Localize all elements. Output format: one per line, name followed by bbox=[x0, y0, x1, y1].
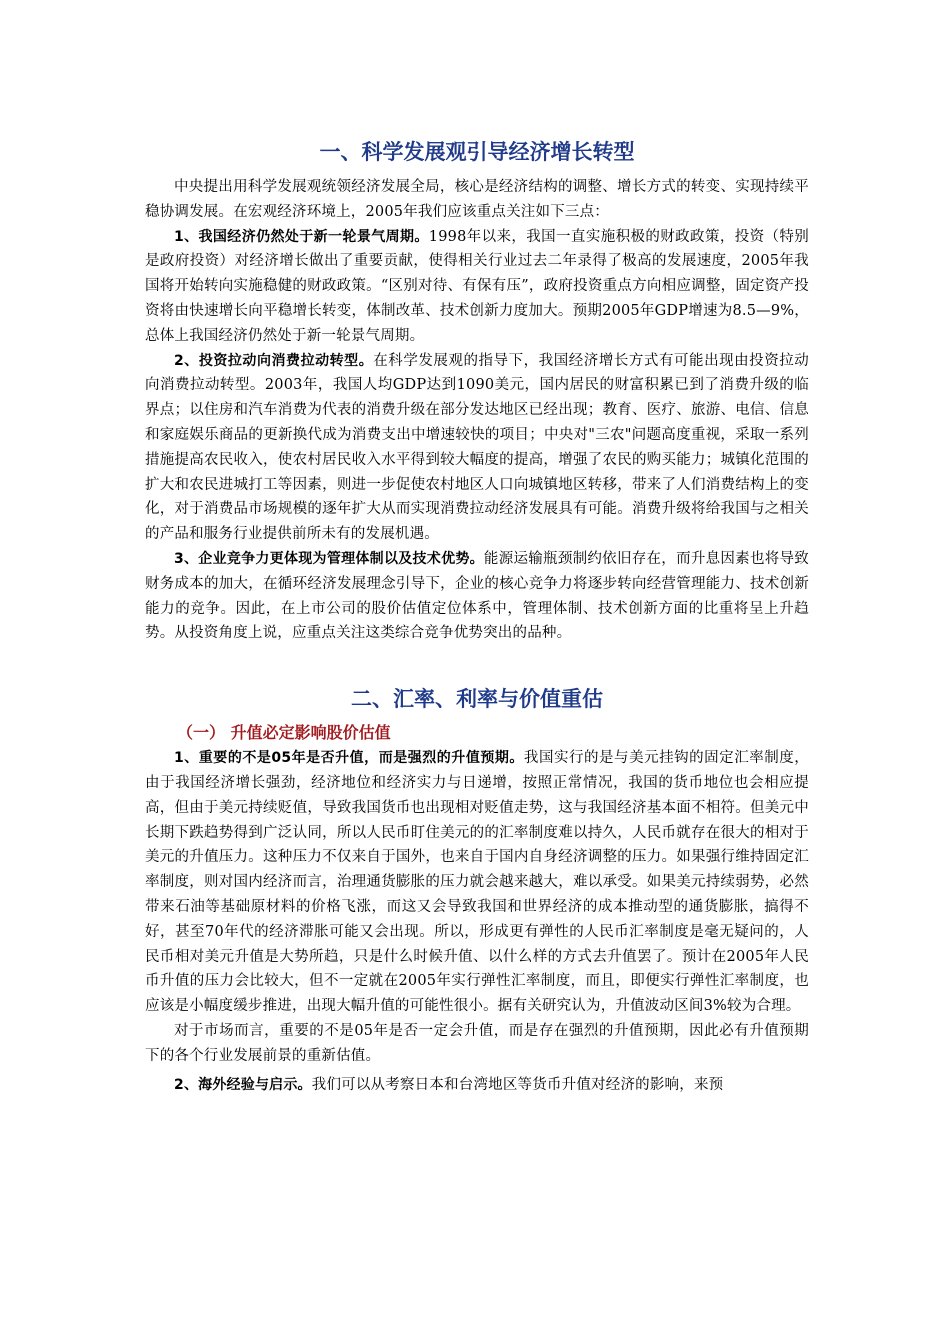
point-2-text: 在科学发展观的指导下，我国经济增长方式有可能出现由投资拉动向消费拉动转型。2003年，我国人均GDP达到1090美元，国内居民的财富积累已到了消费升级的临界点；以住房和汽车消费为代表的消费升级在部分发达地区已经出现；教育、医疗、旅游、电信、信息和家庭娱乐商品的更新换代成为消费支出中增速较快的项目；中央对"三农"问题高度重视，采取一系列措施提高农民收入，使农村居民收入水平得到较大幅度的提高，增强了农民的购买能力；城镇化范围的扩大和农民进城打工等因素，则进一步促使农村地区人口向城镇地区转移，带来了人们消费结构上的变化，对于消费品市场规模的逐年扩大从而实现消费拉动经济发展具有可能。消费升级将给我国与之相关的产品和服务行业提供前所未有的发展机遇。 bbox=[145, 352, 809, 543]
section2-title: 二、汇率、利率与价值重估 bbox=[351, 687, 603, 712]
section2-subtitle: （一） 升值必定影响股价估值 bbox=[177, 723, 391, 743]
s2-p3-lead: 2、海外经验与启示。 bbox=[174, 1076, 312, 1093]
point-1-lead: 1、我国经济仍然处于新一轮景气周期。 bbox=[174, 228, 429, 245]
s2-p1-text: 我国实行的是与美元挂钩的固定汇率制度，由于我国经济增长强劲，经济地位和经济实力与日递增，按照正常情况，我国的货币地位也会相应提高，但由于美元持续贬值，导致我国货币也出现相对贬值走势，这与我国经济基本面不相符。但美元中长期下跌趋势得到广泛认同，所以人民币盯住美元的的汇率制度难以持久，人民币就存在很大的相对于美元的升值压力。这种压力不仅来自于国外，也来自于国内自身经济调整的压力。如果强行维持固定汇率制度，则对国内经济而言，治理通货膨胀的压力就会越来越大，难以承受。如果美元持续弱势，必然带来石油等基础原材料的价格飞涨，而这又会导致我国和世界经济的成本推动型的通货膨胀，搞得不好，甚至70年代的经济滞胀可能又会出现。所以，形成更有弹性的人民币汇率制度是毫无疑问的，人民币相对美元升值是大势所趋，只是什么时候升值、以什么样的方式去升值罢了。预计在2005年人民币升值的压力会比较大，但不一定就在2005年实行弹性汇率制度，而且，即便实行弹性汇率制度，也应该是小幅度缓步推进，出现大幅升值的可能性很小。据有关研究认为，升值波动区间3%较为合理。 bbox=[145, 750, 809, 1015]
section1-point-1 bbox=[145, 225, 809, 349]
point-3-text: 能源运输瓶颈制约依旧存在，而升息因素也将导致财务成本的加大，在循环经济发展理念引导下，企业的核心竞争力将逐步转向经营管理能力、技术创新能力的竞争。因此，在上市公司的股价估值定位体系中，管理体制、技术创新方面的比重将呈上升趋势。从投资角度上说，应重点关注这类综合竞争优势突出的品种。 bbox=[145, 550, 810, 642]
section2-paragraph-3 bbox=[145, 1073, 809, 1098]
point-3-lead: 3、企业竞争力更体现为管理体制以及技术优势。 bbox=[174, 550, 484, 567]
section1-point-3 bbox=[145, 547, 809, 646]
s2-p3-text: 我们可以从考察日本和台湾地区等货币升值对经济的影响，来预 bbox=[311, 1076, 724, 1093]
point-2-lead: 2、投资拉动向消费拉动转型。 bbox=[174, 352, 374, 369]
section1-intro: 中央提出用科学发展观统领经济发展全局，核心是经济结构的调整、增长方式的转变、实现持续平稳协调发展。在宏观经济环境上，2005年我们应该重点关注如下三点： bbox=[145, 179, 809, 220]
section1-point-2 bbox=[145, 349, 809, 547]
section1-title: 一、科学发展观引导经济增长转型 bbox=[319, 140, 635, 164]
section2-paragraph-1 bbox=[145, 746, 809, 1019]
point-1-text: 1998年以来，我国一直实施积极的财政政策，投资（特别是政府投资）对经济增长做出了重要贡献，使得相关行业过去二年录得了极高的发展速度，2005年我国将开始转向实施稳健的财政政策。“区别对待、有保有压”，政府投资重点方向相应调整，固定资产投资将由快速增长向平稳增长转变，体制改革、技术创新力度加大。预期2005年GDP增速为8.5—9%，总体上我国经济仍然处于新一轮景气周期。 bbox=[145, 228, 809, 344]
s2-p1-lead: 1、重要的不是05年是否升值，而是强烈的升值预期。 bbox=[174, 750, 524, 767]
document-page bbox=[145, 135, 809, 1097]
section2-paragraph-2: 对于市场而言，重要的不是05年是否一定会升值，而是存在强烈的升值预期，因此必有升值预期下的各个行业发展前景的重新估值。 bbox=[145, 1022, 809, 1064]
